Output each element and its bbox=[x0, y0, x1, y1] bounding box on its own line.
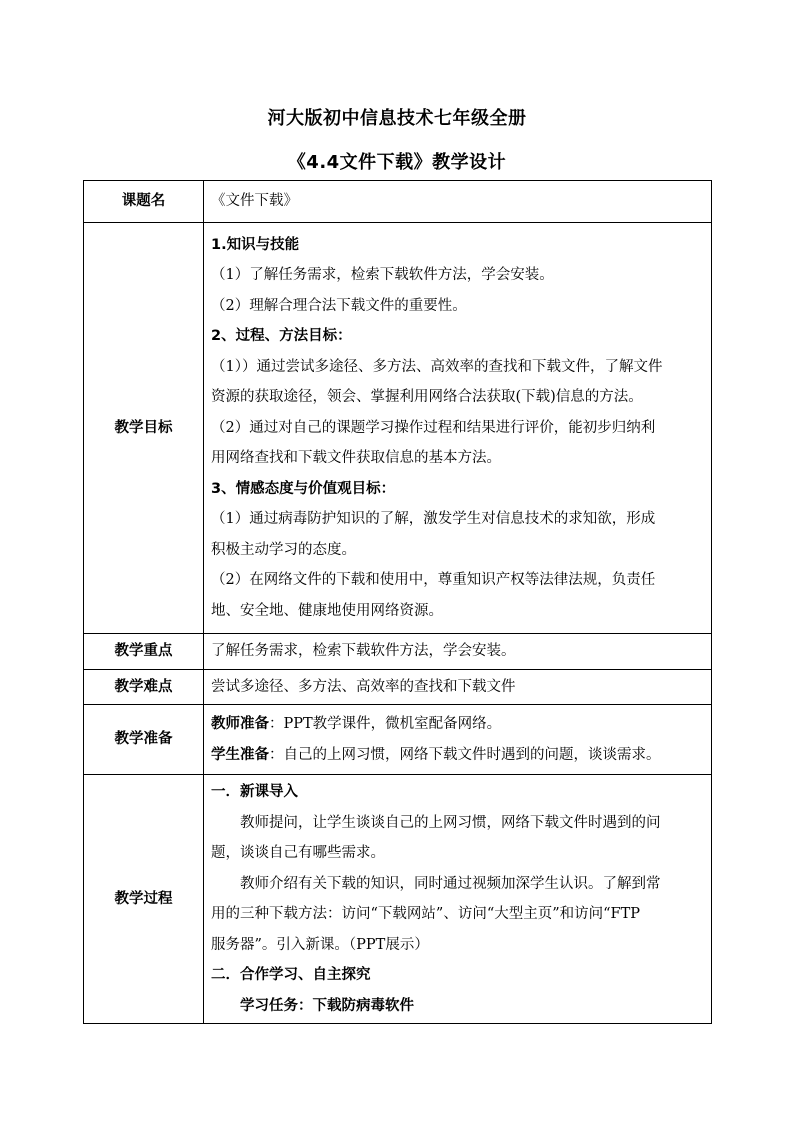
process-paragraph-cont: 用的三种下载方法：访问“下载网站”、访问“大型主页”和访问“FTP bbox=[211, 906, 641, 922]
table-row-topic bbox=[84, 181, 712, 223]
objective-item: （1）了解任务需求，检索下载软件方法，学会安装。 bbox=[211, 267, 554, 284]
teacher-preparation: 教师准备：PPT教学课件，微机室配备网络。 bbox=[211, 716, 502, 732]
objectives-content bbox=[204, 223, 712, 634]
row-label-process: 教学过程 bbox=[84, 775, 204, 1024]
process-heading-cooperative: 二．合作学习、自主探究 bbox=[211, 967, 371, 983]
table-row-preparation bbox=[84, 705, 712, 775]
document-title: 河大版初中信息技术七年级全册 bbox=[267, 108, 527, 129]
table-row-difficulties bbox=[84, 669, 712, 705]
row-label-topic: 课题名 bbox=[84, 181, 204, 223]
objective-item: （1）通过病毒防护知识的了解，激发学生对信息技术的求知欲，形成 bbox=[211, 511, 656, 528]
process-paragraph-cont: 服务器”。引入新课。（PPT展示） bbox=[211, 936, 429, 953]
objective-item-cont: 地、安全地、健康地使用网络资源。 bbox=[211, 602, 443, 619]
process-paragraph-cont: 题，谈谈自己有哪些需求。 bbox=[211, 845, 385, 861]
preparation-content bbox=[204, 705, 712, 775]
process-content bbox=[204, 775, 712, 1024]
row-label-preparation: 教学准备 bbox=[84, 705, 204, 775]
student-preparation: 学生准备：自己的上网习惯，网络下载文件时遇到的问题，谈谈需求。 bbox=[211, 746, 661, 763]
objective-heading-process: 2、过程、方法目标： bbox=[211, 328, 352, 345]
objective-heading-knowledge: 1.知识与技能 bbox=[211, 236, 300, 253]
objective-item-cont: 资源的获取途径，领会、掌握利用网络合法获取(下载)信息的方法。 bbox=[211, 389, 643, 406]
table-row-objectives bbox=[84, 223, 712, 634]
row-label-objectives: 教学目标 bbox=[84, 223, 204, 634]
difficulties-value: 尝试多途径、多方法、高效率的查找和下载文件 bbox=[204, 669, 712, 705]
topic-value: 《文件下载》 bbox=[204, 181, 712, 223]
objective-heading-attitude: 3、情感态度与价值观目标： bbox=[211, 480, 396, 497]
process-paragraph: 教师介绍有关下载的知识，同时通过视频加深学生认识。了解到常 bbox=[240, 875, 661, 892]
objective-item-cont: 积极主动学习的态度。 bbox=[211, 541, 356, 558]
table-row-process bbox=[84, 775, 712, 1024]
document-subtitle: 《4.4文件下载》教学设计 bbox=[287, 152, 507, 173]
process-paragraph: 教师提问，让学生谈谈自己的上网习惯，网络下载文件时遇到的问 bbox=[240, 814, 661, 831]
lesson-plan-table bbox=[83, 180, 712, 1024]
key-points-value: 了解任务需求，检索下载软件方法，学会安装。 bbox=[204, 634, 712, 670]
table-row-key-points bbox=[84, 634, 712, 670]
process-learning-task: 学习任务：下载防病毒软件 bbox=[240, 997, 414, 1014]
objective-item: （2）理解合理合法下载文件的重要性。 bbox=[211, 297, 467, 314]
objective-item: （2）在网络文件的下载和使用中，尊重知识产权等法律法规，负责任 bbox=[211, 572, 656, 589]
objective-item: （2）通过对自己的课题学习操作过程和结果进行评价，能初步归纳利 bbox=[211, 419, 656, 436]
objective-item-cont: 用网络查找和下载文件获取信息的基本方法。 bbox=[211, 450, 501, 467]
process-heading-intro: 一．新课导入 bbox=[211, 784, 298, 800]
objective-item: （1））通过尝试多途径、多方法、高效率的查找和下载文件，了解文件 bbox=[211, 358, 663, 375]
row-label-difficulties: 教学难点 bbox=[84, 669, 204, 705]
row-label-key-points: 教学重点 bbox=[84, 634, 204, 670]
